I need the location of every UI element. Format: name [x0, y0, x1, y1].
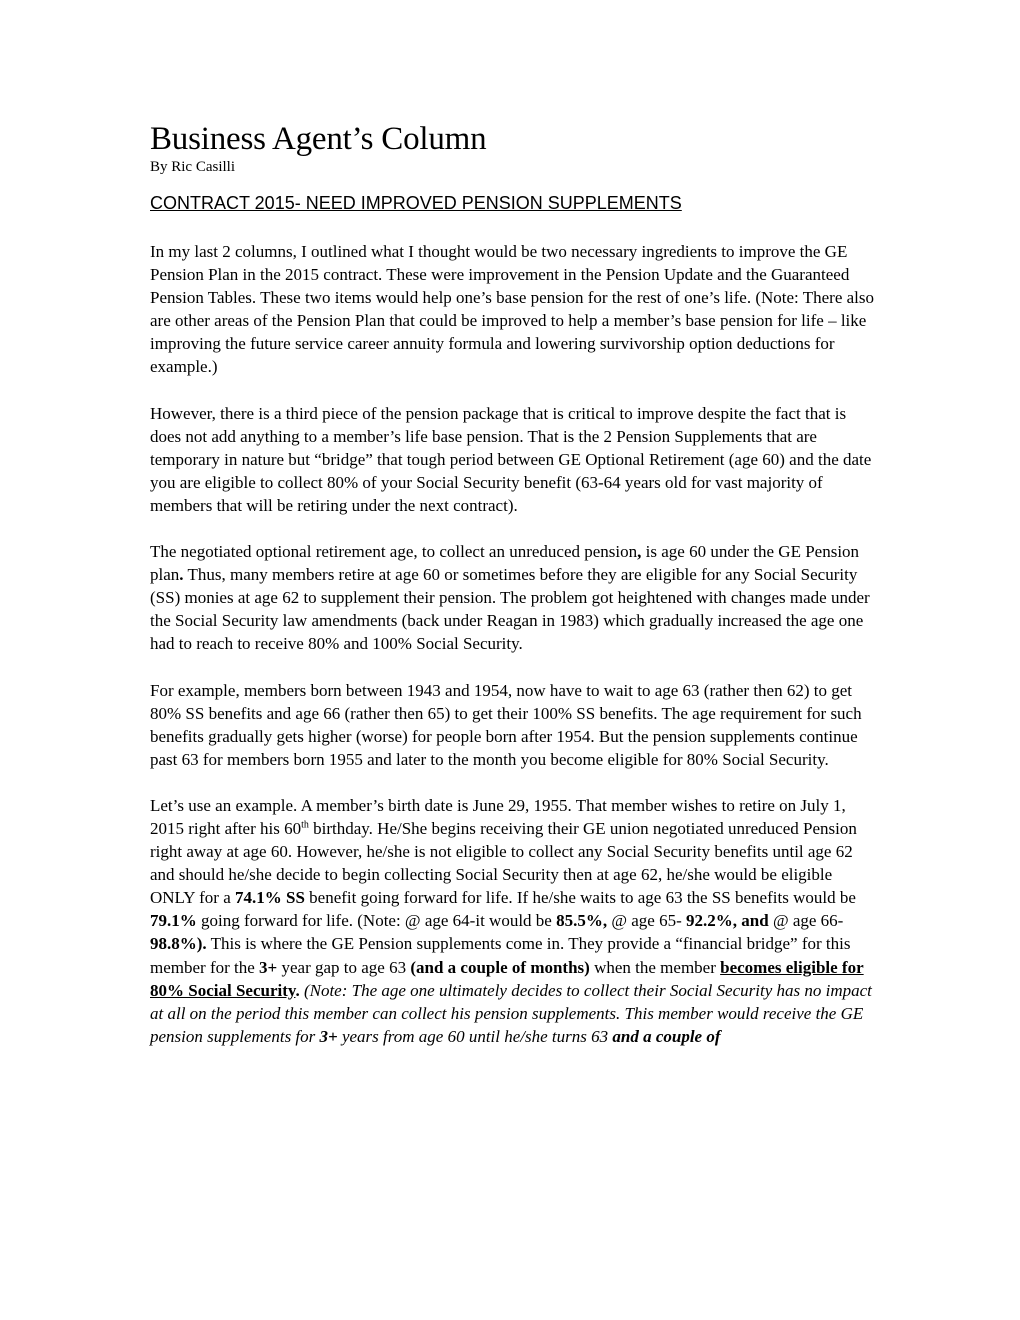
- text-run: going forward for life. (Note: @ age 64-it would be: [196, 911, 557, 931]
- paragraph-5: [150, 794, 874, 1048]
- bold-italic-run: [320, 1027, 338, 1046]
- text-run: Thus, many members retire at age 60 or sometimes before they are eligible for any Social Security (SS) monies at age 62 to supplement their pension. The problem got heightened with changes made under the Social Security law amendments (back under Reagan in 1983) which gradually increased the age one had to reach to receive 80% and 100% Social Security.: [150, 565, 870, 654]
- italic-run: (Note: The age one ultimately decides to collect their Social Security has no impact at all on the period this member can collect his pension supplements. This member would receive the GE pension supplements for: [150, 980, 872, 1046]
- bold-italic-text: and a couple of: [612, 1026, 721, 1046]
- text-run: when the member: [589, 957, 721, 977]
- text-run: is age 60 under the GE Pension plan: [150, 542, 860, 585]
- bold-run: 92.2%,: [686, 911, 738, 931]
- bold-italic-text: 3+: [319, 1026, 338, 1046]
- bold-italic-run: [612, 1027, 720, 1046]
- text-run: The negotiated optional retirement age, to collect an unreduced pension: [150, 542, 638, 562]
- superscript: th: [301, 819, 309, 831]
- paragraph-2: However, there is a third piece of the pension package that is critical to improve despite the fact that is does not add anything to a member’s life base pension. That is the 2 Pension Supplements that are temporary in nature but “bridge” that tough period between GE Optional Retirement (age 60) and the date you are eligible to collect 80% of your Social Security benefit (63-64 years old for vast majority of members that will be retiring under the next contract).: [150, 403, 872, 515]
- bold-run: 3+: [259, 957, 278, 977]
- bold-run: and: [741, 911, 769, 931]
- document-page: [150, 120, 874, 1048]
- article-headline: CONTRACT 2015- NEED IMPROVED PENSION SUPPLEMENTS: [150, 193, 682, 213]
- text-run: Let’s use an example. A member’s birth date is June 29, 1955. That member wishes to retire on July 1, 2015 right after his 60: [150, 795, 846, 838]
- underlined-bold-run: becomes eligible for 80% Social Security: [150, 957, 864, 1000]
- text-run: This is where the GE Pension supplements come in. They provide a “financial bridge” for this member for the: [150, 934, 851, 977]
- paragraph-3: [150, 540, 874, 655]
- bold-run: .: [179, 565, 184, 585]
- column-title: Business Agent’s Column: [150, 121, 487, 157]
- bold-run: 74.1% SS: [235, 888, 305, 908]
- text-run: @ age 65-: [607, 911, 687, 931]
- bold-run: (and a couple of months): [410, 957, 590, 977]
- bold-run: 79.1%: [150, 911, 197, 931]
- byline: By Ric Casilli: [150, 159, 236, 175]
- text-run: birthday. He/She begins receiving their GE union negotiated unreduced Pension right away at age 60. However, he/she is not eligible to collect any Social Security benefits until age 62 and should he/she decide to begin collecting Social Security then at age 62, he/she would be eligible ONLY for a: [150, 818, 857, 908]
- bold-run: 98.8%).: [150, 934, 207, 954]
- bold-run: .: [295, 980, 304, 1000]
- paragraph-4: For example, members born between 1943 and 1954, now have to wait to age 63 (rather then 62) to get 80% SS benefits and age 66 (rather then 65) to get their 100% SS benefits. The age requirement for such benefits gradually gets higher (worse) for people born after 1954. But the pension supplements continue past 63 for members born 1955 and later to the month you become eligible for 80% Social Security.: [150, 680, 862, 769]
- bold-run: ,: [637, 542, 642, 562]
- paragraph-1: In my last 2 columns, I outlined what I thought would be two necessary ingredients to improve the GE Pension Plan in the 2015 contract. These were improvement in the Pension Update and the Guaranteed Pension Tables. These two items would help one’s base pension for the rest of one’s life. (Note: There also are other areas of the Pension Plan that could be improved to help a member’s base pension for life – like improving the future service career annuity formula and lowering survivorship option deductions for example.): [150, 242, 874, 377]
- bold-run: 85.5%,: [556, 911, 608, 931]
- text-run: benefit going forward for life. If he/she waits to age 63 the SS benefits would be: [304, 888, 856, 908]
- text-run: year gap to age 63: [277, 957, 411, 977]
- italic-run: years from age 60 until he/she turns 63: [337, 1026, 613, 1046]
- text-run: @ age 66-: [768, 911, 844, 931]
